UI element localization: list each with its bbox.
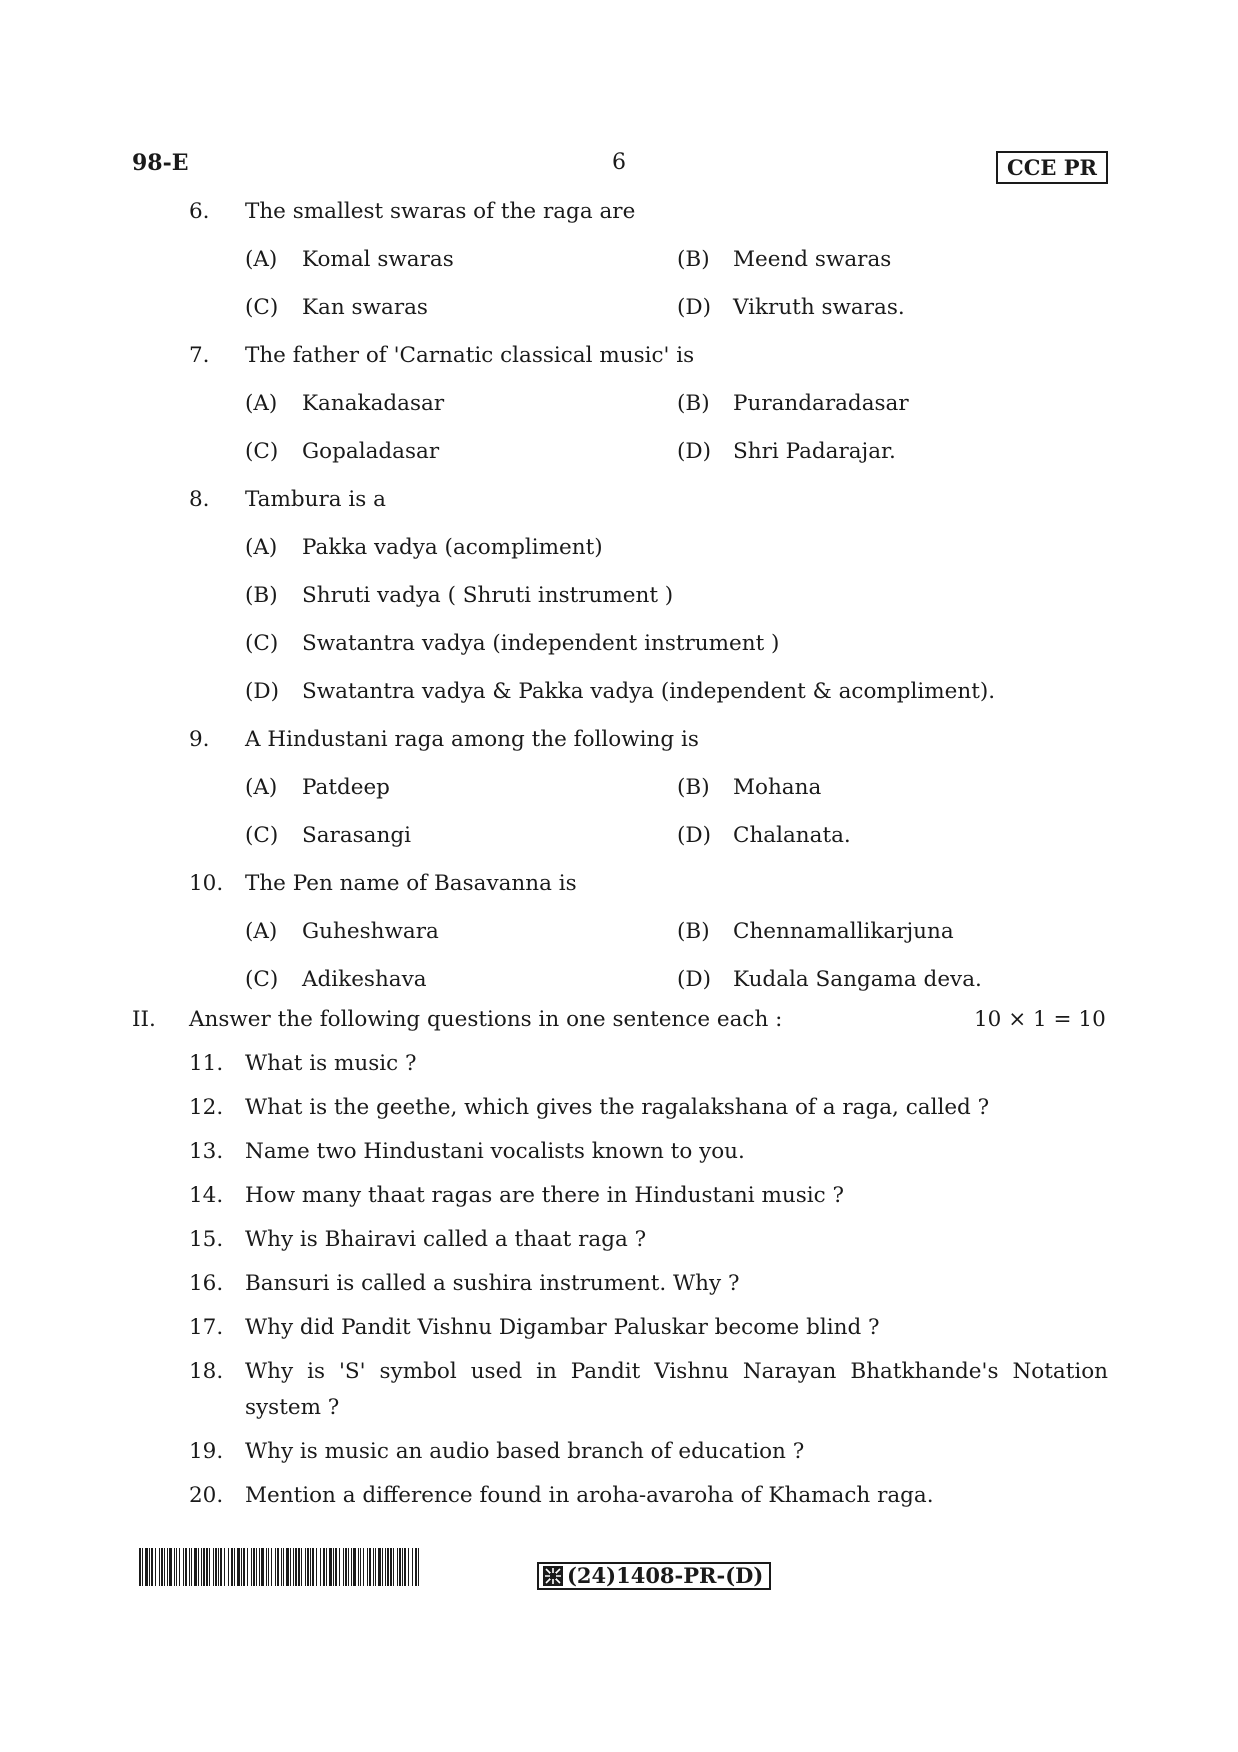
option-label: (C) [245,967,279,992]
option-text: Gopaladasar [302,439,440,464]
booklet-code-box [537,1562,771,1590]
option-text: Pakka vadya (acompliment) [302,535,603,560]
question-text: Mention a difference found in aroha-avaroha of Khamach raga. [245,1483,934,1508]
option-label: (A) [245,919,278,944]
option-label: (B) [245,583,278,608]
question-text: The father of 'Carnatic classical music' is [245,343,695,368]
question-number: 19. [189,1439,224,1464]
option-label: (D) [245,679,280,704]
option-text: Kudala Sangama deva. [733,967,982,992]
booklet-code: (24)1408-PR-(D) [567,1563,764,1588]
question-text: How many thaat ragas are there in Hindustani music ? [245,1183,845,1208]
option-text: Chennamallikarjuna [733,919,954,944]
question-text: The Pen name of Basavanna is [245,871,577,896]
option-label: (C) [245,439,279,464]
question-text-line1: Why is 'S' symbol used in Pandit Vishnu Narayan Bhatkhande's Notation [245,1359,1108,1384]
question-text: A Hindustani raga among the following is [245,727,699,752]
option-text: Kan swaras [302,295,428,320]
option-label: (B) [677,775,710,800]
question-number: 18. [189,1359,224,1384]
option-label: (D) [677,967,712,992]
option-label: (C) [245,823,279,848]
option-text: Swatantra vadya & Pakka vadya (independent & acompliment). [302,679,996,704]
section-marks: 10 × 1 = 10 [974,1007,1106,1032]
question-text: The smallest swaras of the raga are [245,199,636,224]
option-label: (B) [677,247,710,272]
question-text: What is the geethe, which gives the ragalakshana of a raga, called ? [245,1095,990,1120]
question-number: 16. [189,1271,224,1296]
question-number: 11. [189,1051,224,1076]
question-text: Why is music an audio based branch of education ? [245,1439,805,1464]
question-text: What is music ? [245,1051,417,1076]
section-instruction: Answer the following questions in one sentence each : [189,1007,783,1032]
option-text: Guheshwara [302,919,439,944]
question-number: 17. [189,1315,224,1340]
question-text: Why is Bhairavi called a thaat raga ? [245,1227,647,1252]
question-number: 13. [189,1139,224,1164]
option-text: Meend swaras [733,247,892,272]
page-number: 6 [612,150,626,175]
option-label: (A) [245,247,278,272]
question-number: 10. [189,871,224,896]
option-text: Adikeshava [302,967,427,992]
question-number: 15. [189,1227,224,1252]
option-text: Kanakadasar [302,391,445,416]
option-text: Komal swaras [302,247,454,272]
option-label: (B) [677,391,710,416]
question-number: 8. [189,487,210,512]
question-text: Bansuri is called a sushira instrument. Why ? [245,1271,740,1296]
option-text: Mohana [733,775,822,800]
question-number: 20. [189,1483,224,1508]
question-number: 6. [189,199,210,224]
option-text: Sarasangi [302,823,411,848]
option-text: Vikruth swaras. [733,295,905,320]
option-label: (D) [677,295,712,320]
question-number: 12. [189,1095,224,1120]
question-text: Name two Hindustani vocalists known to you. [245,1139,745,1164]
question-number: 14. [189,1183,224,1208]
option-text: Patdeep [302,775,390,800]
option-label: (C) [245,631,279,656]
question-text: Why did Pandit Vishnu Digambar Paluskar become blind ? [245,1315,880,1340]
option-label: (A) [245,391,278,416]
option-text: Shruti vadya ( Shruti instrument ) [302,583,674,608]
option-label: (D) [677,439,712,464]
option-text: Shri Padarajar. [733,439,896,464]
option-text: Swatantra vadya (independent instrument ) [302,631,780,656]
option-label: (D) [677,823,712,848]
paper-code-box: CCE PR [996,151,1108,184]
option-label: (B) [677,919,710,944]
option-label: (A) [245,775,278,800]
question-text-line2: system ? [245,1395,340,1420]
option-label: (A) [245,535,278,560]
option-label: (C) [245,295,279,320]
option-text: Purandaradasar [733,391,909,416]
qr-code-icon [543,1566,563,1586]
question-number: 9. [189,727,210,752]
question-number: 7. [189,343,210,368]
subject-code: 98-E [132,150,189,176]
barcode-image [139,1548,420,1586]
section-number: II. [132,1007,156,1032]
option-text: Chalanata. [733,823,851,848]
question-text: Tambura is a [245,487,386,512]
